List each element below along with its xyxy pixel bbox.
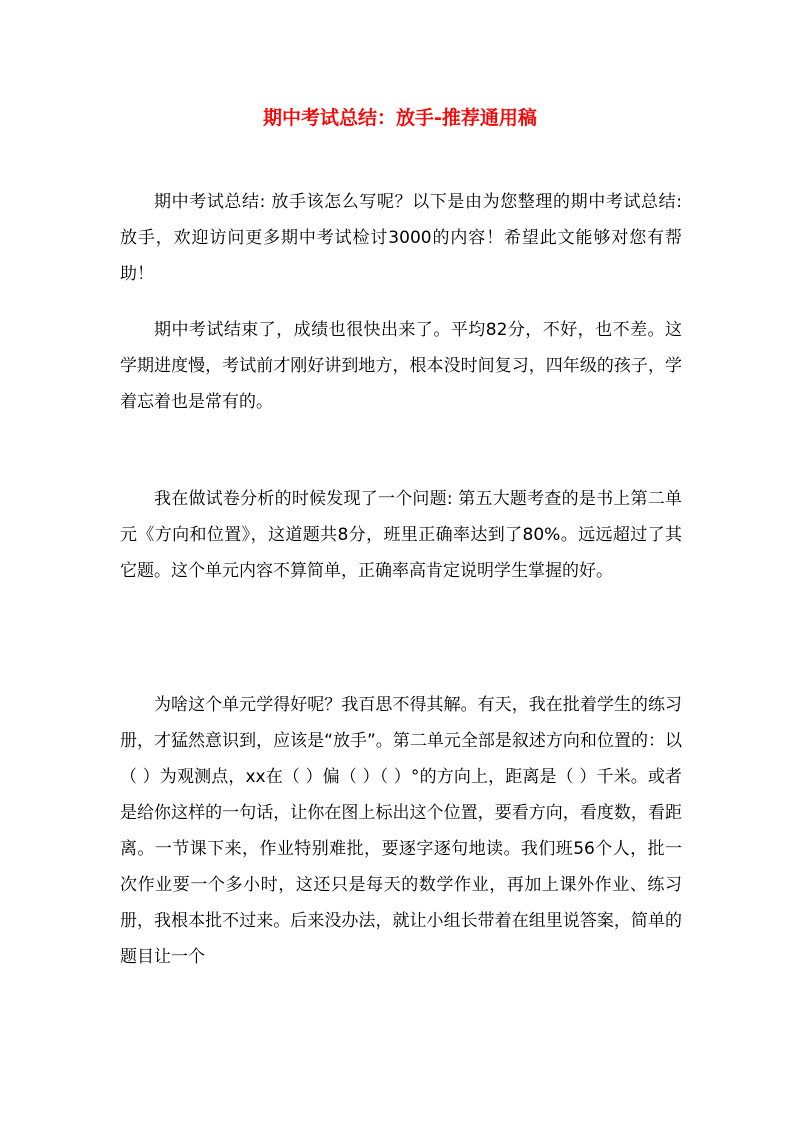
paragraph-letting-go bbox=[120, 687, 682, 975]
paragraph-exam-result bbox=[120, 312, 682, 420]
document-title: 期中考试总结：放手-推荐通用稿 bbox=[263, 107, 537, 129]
paragraph-intro bbox=[120, 184, 682, 292]
paragraph-text: 期中考试总结: 放手该怎么写呢？以下是由为您整理的期中考试总结: 放手，欢迎访问更多期中考试检讨3000的内容！希望此文能够对您有帮助！ bbox=[120, 192, 682, 284]
paragraph-text: 我在做试卷分析的时候发现了一个问题: 第五大题考查的是书上第二单元《方向和位置》，这道题共8分，班里正确率达到了80%。远远超过了其它题。这个单元内容不算简单，正确率高肯定说明学生掌握的好。 bbox=[120, 489, 682, 581]
paragraph-analysis bbox=[120, 481, 682, 589]
paragraph-text: 期中考试结束了，成绩也很快出来了。平均82分，不好，也不差。这学期进度慢，考试前才刚好讲到地方，根本没时间复习，四年级的孩子，学着忘着也是常有的。 bbox=[120, 320, 682, 412]
paragraph-text: 为啥这个单元学得好呢？我百思不得其解。有天，我在批着学生的练习册，才猛然意识到，应该是“放手”。第二单元全部是叙述方向和位置的：以（ ）为观测点，xx在（ ）偏（ ）（ ）°的方向上，距离是（ ）千米。或者是给你这样的一句话，让你在图上标出这个位置，要看方向，看度数，看距离。一节课下来，作业特别难批，要逐字逐句地读。我们班56个人，批一次作业要一个多小时，这还只是每天的数学作业，再加上课外作业、练习册，我根本批不过来。后来没办法，就让小组长带着在组里说答案，简单的题目让一个 bbox=[120, 695, 682, 967]
